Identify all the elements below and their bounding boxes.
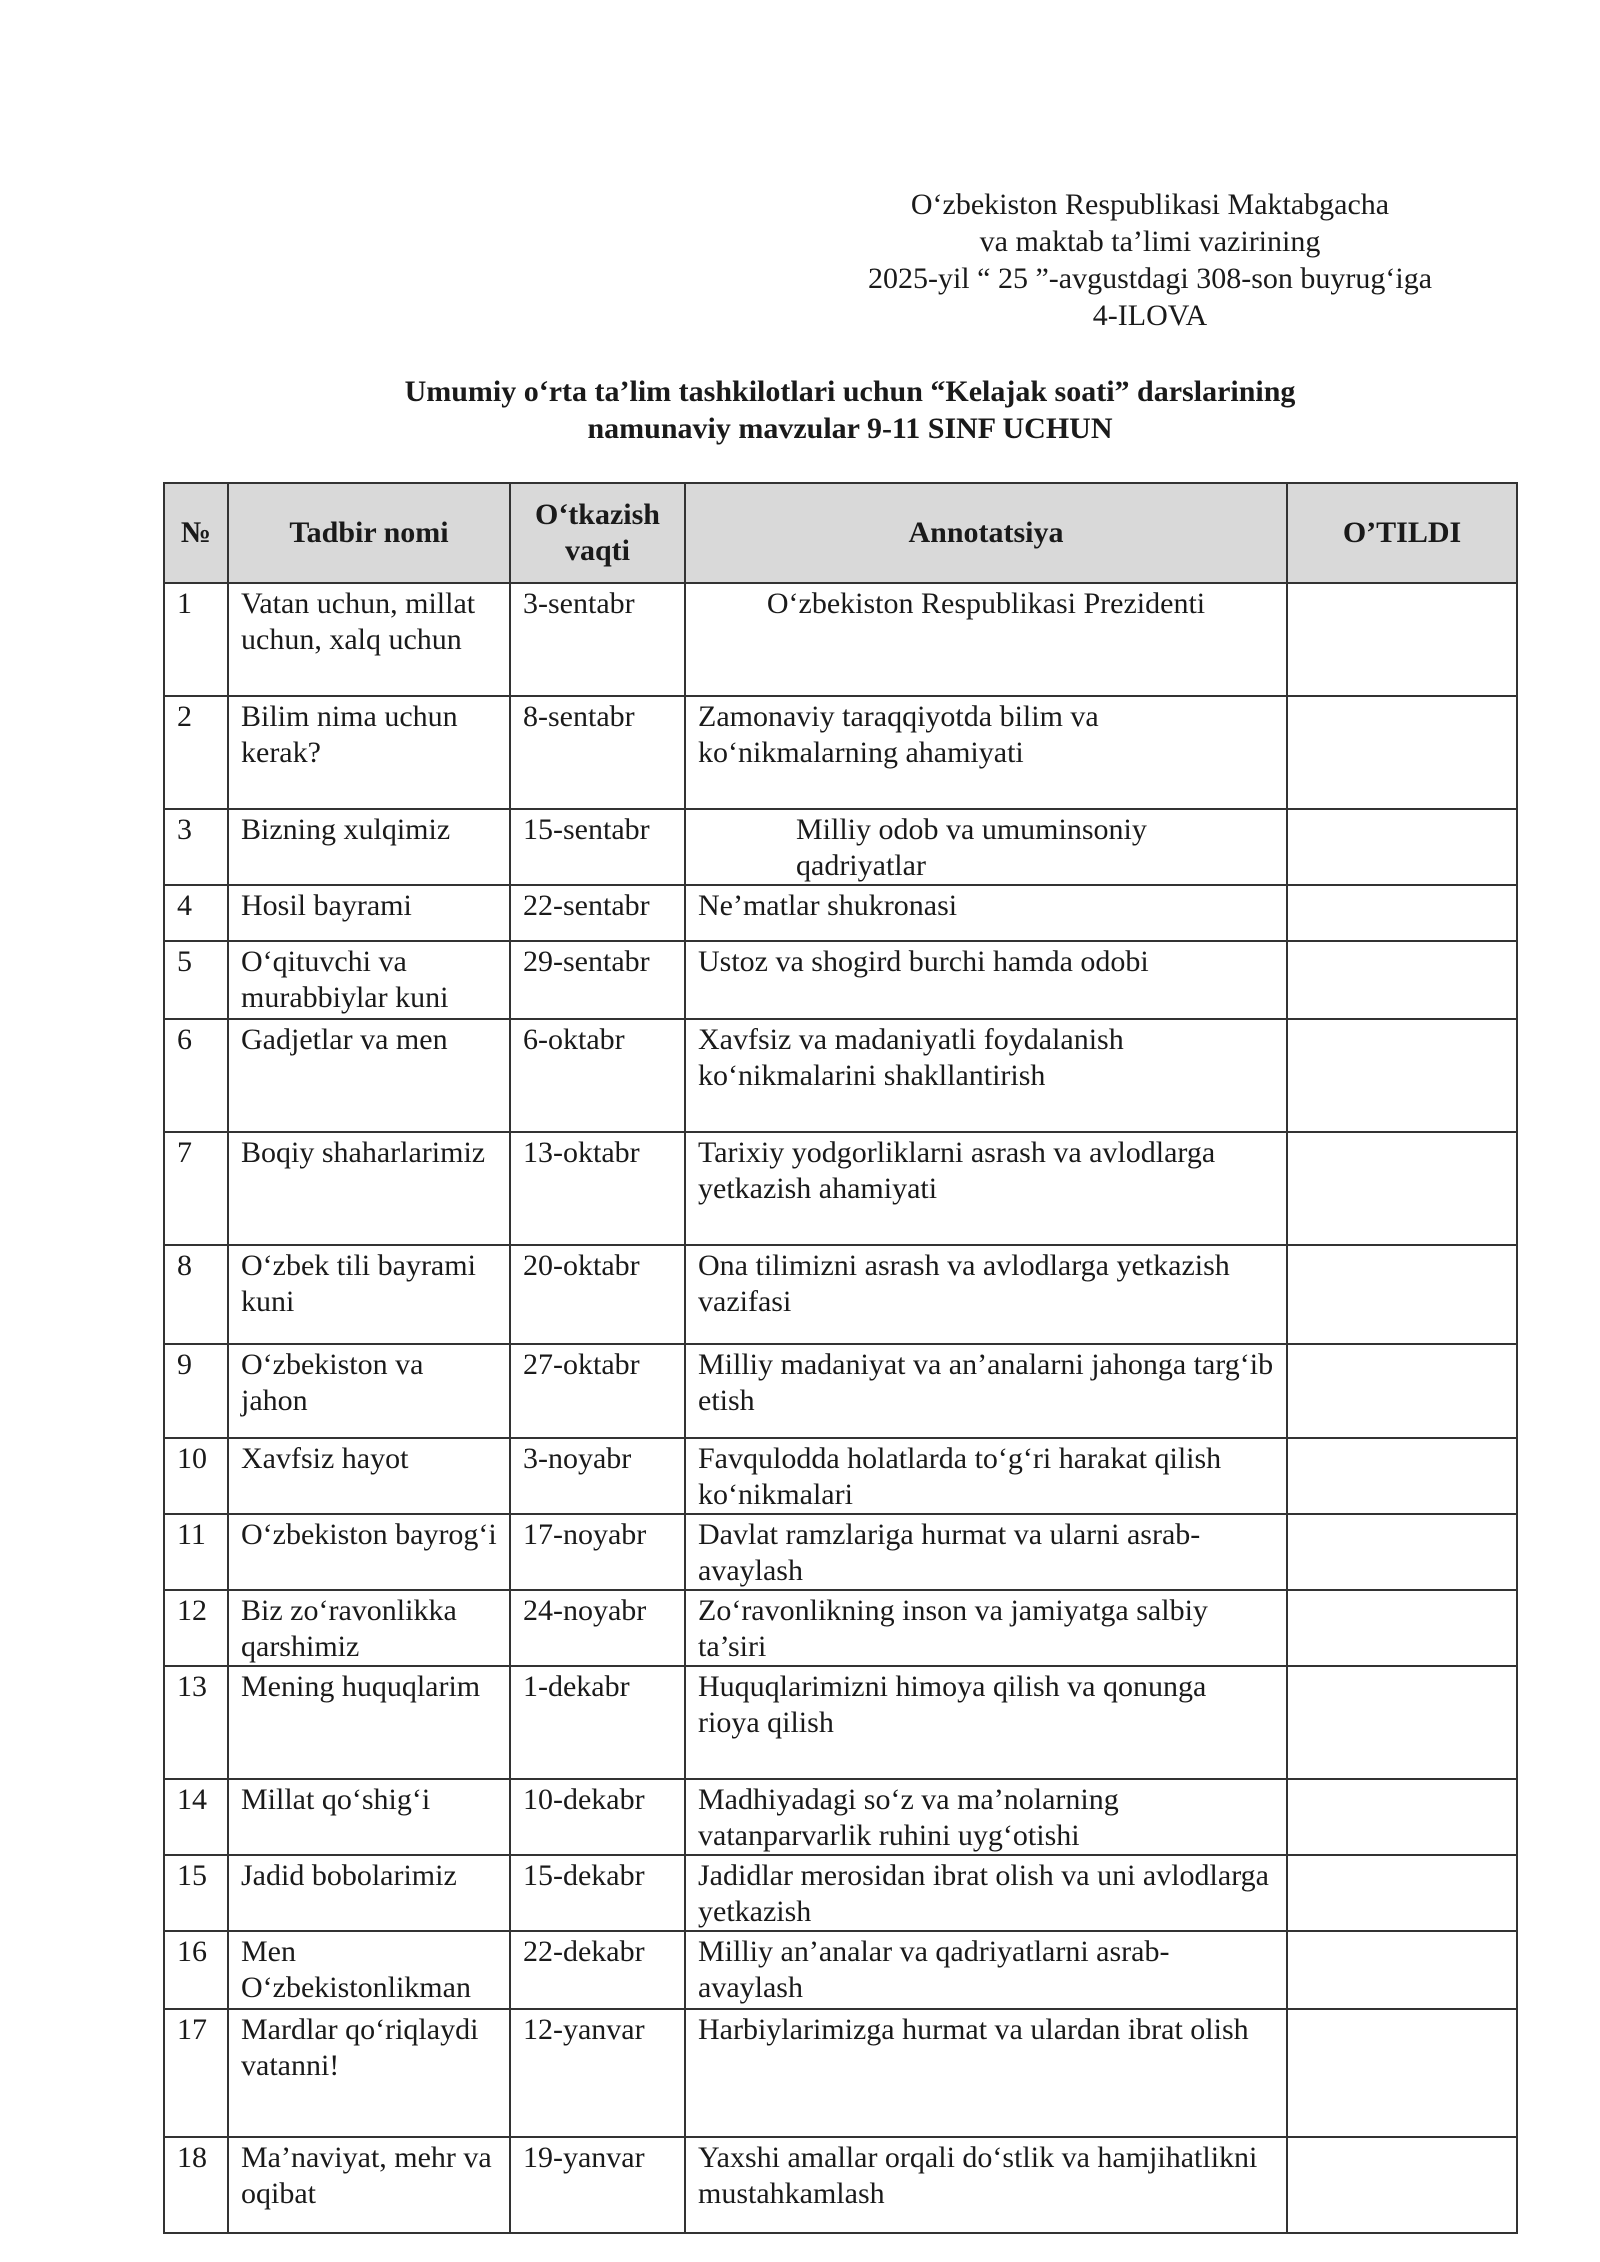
table-row (164, 1590, 1517, 1666)
row-name: Bizning xulqimiz (228, 809, 510, 885)
table-row (164, 1344, 1517, 1438)
row-done-cell[interactable] (1287, 941, 1517, 1019)
row-name: Biz zo‘ravonlikka qarshimiz (228, 1590, 510, 1666)
row-name: Ma’naviyat, mehr va oqibat (228, 2137, 510, 2233)
row-date: 15-dekabr (510, 1855, 685, 1931)
row-name: O‘zbekiston va jahon (228, 1344, 510, 1438)
table-row (164, 583, 1517, 696)
row-name: Mardlar qo‘riqlaydi vatanni! (228, 2009, 510, 2137)
row-done-cell[interactable] (1287, 809, 1517, 885)
row-date: 12-yanvar (510, 2009, 685, 2137)
row-date: 17-noyabr (510, 1514, 685, 1590)
row-num: 4 (164, 885, 228, 941)
row-date: 1-dekabr (510, 1666, 685, 1779)
row-name: Men O‘zbekistonlikman (228, 1931, 510, 2009)
row-done-cell[interactable] (1287, 885, 1517, 941)
row-annotation: Ne’matlar shukronasi (685, 885, 1287, 941)
table-row (164, 1514, 1517, 1590)
row-done-cell[interactable] (1287, 1132, 1517, 1245)
row-done-cell[interactable] (1287, 583, 1517, 696)
row-num: 9 (164, 1344, 228, 1438)
row-date: 22-sentabr (510, 885, 685, 941)
table-row (164, 2137, 1517, 2233)
row-name: Mening huquqlarim (228, 1666, 510, 1779)
row-annotation: Huquqlarimizni himoya qilish va qonunga rioya qilish (685, 1666, 1287, 1779)
table-row (164, 1438, 1517, 1514)
row-date: 3-sentabr (510, 583, 685, 696)
table-row (164, 696, 1517, 809)
table-row (164, 941, 1517, 1019)
table-row (164, 2009, 1517, 2137)
topics-table (163, 482, 1518, 2234)
row-done-cell[interactable] (1287, 1779, 1517, 1855)
row-annotation: Xavfsiz va madaniyatli foydalanish ko‘nikmalarini shakllantirish (685, 1019, 1287, 1132)
row-name: Hosil bayrami (228, 885, 510, 941)
row-done-cell[interactable] (1287, 1931, 1517, 2009)
row-done-cell[interactable] (1287, 1666, 1517, 1779)
row-num: 7 (164, 1132, 228, 1245)
header-num: № (164, 483, 228, 583)
header-annotation: Annotatsiya (685, 483, 1287, 583)
table-row (164, 1931, 1517, 2009)
row-annotation: Milliy odob va umuminsoniy qadriyatlar (685, 809, 1287, 885)
row-date: 27-oktabr (510, 1344, 685, 1438)
table-row (164, 1132, 1517, 1245)
row-done-cell[interactable] (1287, 1438, 1517, 1514)
table-row (164, 1245, 1517, 1344)
row-name: Xavfsiz hayot (228, 1438, 510, 1514)
row-num: 15 (164, 1855, 228, 1931)
row-done-cell[interactable] (1287, 1019, 1517, 1132)
row-annotation: O‘zbekiston Respublikasi Prezidenti (685, 583, 1287, 696)
document-title (160, 373, 1540, 447)
row-num: 16 (164, 1931, 228, 2009)
row-date: 29-sentabr (510, 941, 685, 1019)
row-annotation: Tarixiy yodgorliklarni asrash va avlodlarga yetkazish ahamiyati (685, 1132, 1287, 1245)
row-annotation: Davlat ramzlariga hurmat va ularni asrab-avaylash (685, 1514, 1287, 1590)
row-num: 13 (164, 1666, 228, 1779)
header-done: O’TILDI (1287, 483, 1517, 583)
approval-header (820, 186, 1480, 334)
row-annotation: Madhiyadagi so‘z va ma’nolarning vatanparvarlik ruhini uyg‘otishi (685, 1779, 1287, 1855)
row-annotation: Milliy madaniyat va an’analarni jahonga targ‘ib etish (685, 1344, 1287, 1438)
table-row (164, 1019, 1517, 1132)
row-num: 14 (164, 1779, 228, 1855)
header-time-line-2: vaqti (564, 534, 630, 567)
row-num: 6 (164, 1019, 228, 1132)
row-annotation: Ona tilimizni asrash va avlodlarga yetkazish vazifasi (685, 1245, 1287, 1344)
row-annotation: Favqulodda holatlarda to‘g‘ri harakat qilish ko‘nikmalari (685, 1438, 1287, 1514)
row-date: 6-oktabr (510, 1019, 685, 1132)
row-num: 1 (164, 583, 228, 696)
row-date: 10-dekabr (510, 1779, 685, 1855)
row-date: 22-dekabr (510, 1931, 685, 2009)
table-row (164, 885, 1517, 941)
row-annotation: Ustoz va shogird burchi hamda odobi (685, 941, 1287, 1019)
row-done-cell[interactable] (1287, 696, 1517, 809)
row-name: Jadid bobolarimiz (228, 1855, 510, 1931)
row-annotation: Harbiylarimizga hurmat va ulardan ibrat olish (685, 2009, 1287, 2137)
row-num: 11 (164, 1514, 228, 1590)
table-row (164, 1855, 1517, 1931)
row-annotation: Jadidlar merosidan ibrat olish va uni avlodlarga yetkazish (685, 1855, 1287, 1931)
table-row (164, 809, 1517, 885)
row-name: O‘zbekiston bayrog‘i (228, 1514, 510, 1590)
title-line-2: namunaviy mavzular 9-11 SINF UCHUN (587, 412, 1113, 445)
row-name: Millat qo‘shig‘i (228, 1779, 510, 1855)
row-num: 3 (164, 809, 228, 885)
row-name: Vatan uchun, millat uchun, xalq uchun (228, 583, 510, 696)
row-annotation: Yaxshi amallar orqali do‘stlik va hamjihatlikni mustahkamlash (685, 2137, 1287, 2233)
row-annotation: Milliy an’analar va qadriyatlarni asrab-avaylash (685, 1931, 1287, 2009)
row-name: Boqiy shaharlarimiz (228, 1132, 510, 1245)
row-done-cell[interactable] (1287, 1245, 1517, 1344)
row-annotation: Zamonaviy taraqqiyotda bilim va ko‘nikmalarning ahamiyati (685, 696, 1287, 809)
table-row (164, 1666, 1517, 1779)
row-date: 19-yanvar (510, 2137, 685, 2233)
row-date: 24-noyabr (510, 1590, 685, 1666)
row-num: 8 (164, 1245, 228, 1344)
row-num: 18 (164, 2137, 228, 2233)
header-line-1: O‘zbekiston Respublikasi Maktabgacha (910, 188, 1390, 221)
row-annotation: Zo‘ravonlikning inson va jamiyatga salbiy ta’siri (685, 1590, 1287, 1666)
header-time-line-1: O‘tkazish (534, 498, 660, 531)
row-done-cell[interactable] (1287, 1855, 1517, 1931)
header-line-4: 4-ILOVA (1092, 299, 1208, 332)
row-date: 15-sentabr (510, 809, 685, 885)
row-date: 13-oktabr (510, 1132, 685, 1245)
row-done-cell[interactable] (1287, 1344, 1517, 1438)
row-name: O‘qituvchi va murabbiylar kuni (228, 941, 510, 1019)
row-num: 12 (164, 1590, 228, 1666)
header-line-3: 2025-yil “ 25 ”-avgustdagi 308-son buyrug‘iga (867, 262, 1433, 295)
row-done-cell[interactable] (1287, 2137, 1517, 2233)
row-done-cell[interactable] (1287, 1590, 1517, 1666)
header-line-2: va maktab ta’limi vazirining (979, 225, 1321, 258)
row-date: 3-noyabr (510, 1438, 685, 1514)
row-num: 2 (164, 696, 228, 809)
title-line-1: Umumiy o‘rta ta’lim tashkilotlari uchun “Kelajak soati” darslarining (404, 375, 1296, 408)
row-num: 17 (164, 2009, 228, 2137)
header-time (510, 483, 685, 583)
row-num: 5 (164, 941, 228, 1019)
row-num: 10 (164, 1438, 228, 1514)
row-done-cell[interactable] (1287, 1514, 1517, 1590)
table-header-row (164, 483, 1517, 583)
row-done-cell[interactable] (1287, 2009, 1517, 2137)
row-date: 20-oktabr (510, 1245, 685, 1344)
row-name: Bilim nima uchun kerak? (228, 696, 510, 809)
row-name: Gadjetlar va men (228, 1019, 510, 1132)
table-row (164, 1779, 1517, 1855)
row-name: O‘zbek tili bayrami kuni (228, 1245, 510, 1344)
header-name: Tadbir nomi (228, 483, 510, 583)
row-date: 8-sentabr (510, 696, 685, 809)
